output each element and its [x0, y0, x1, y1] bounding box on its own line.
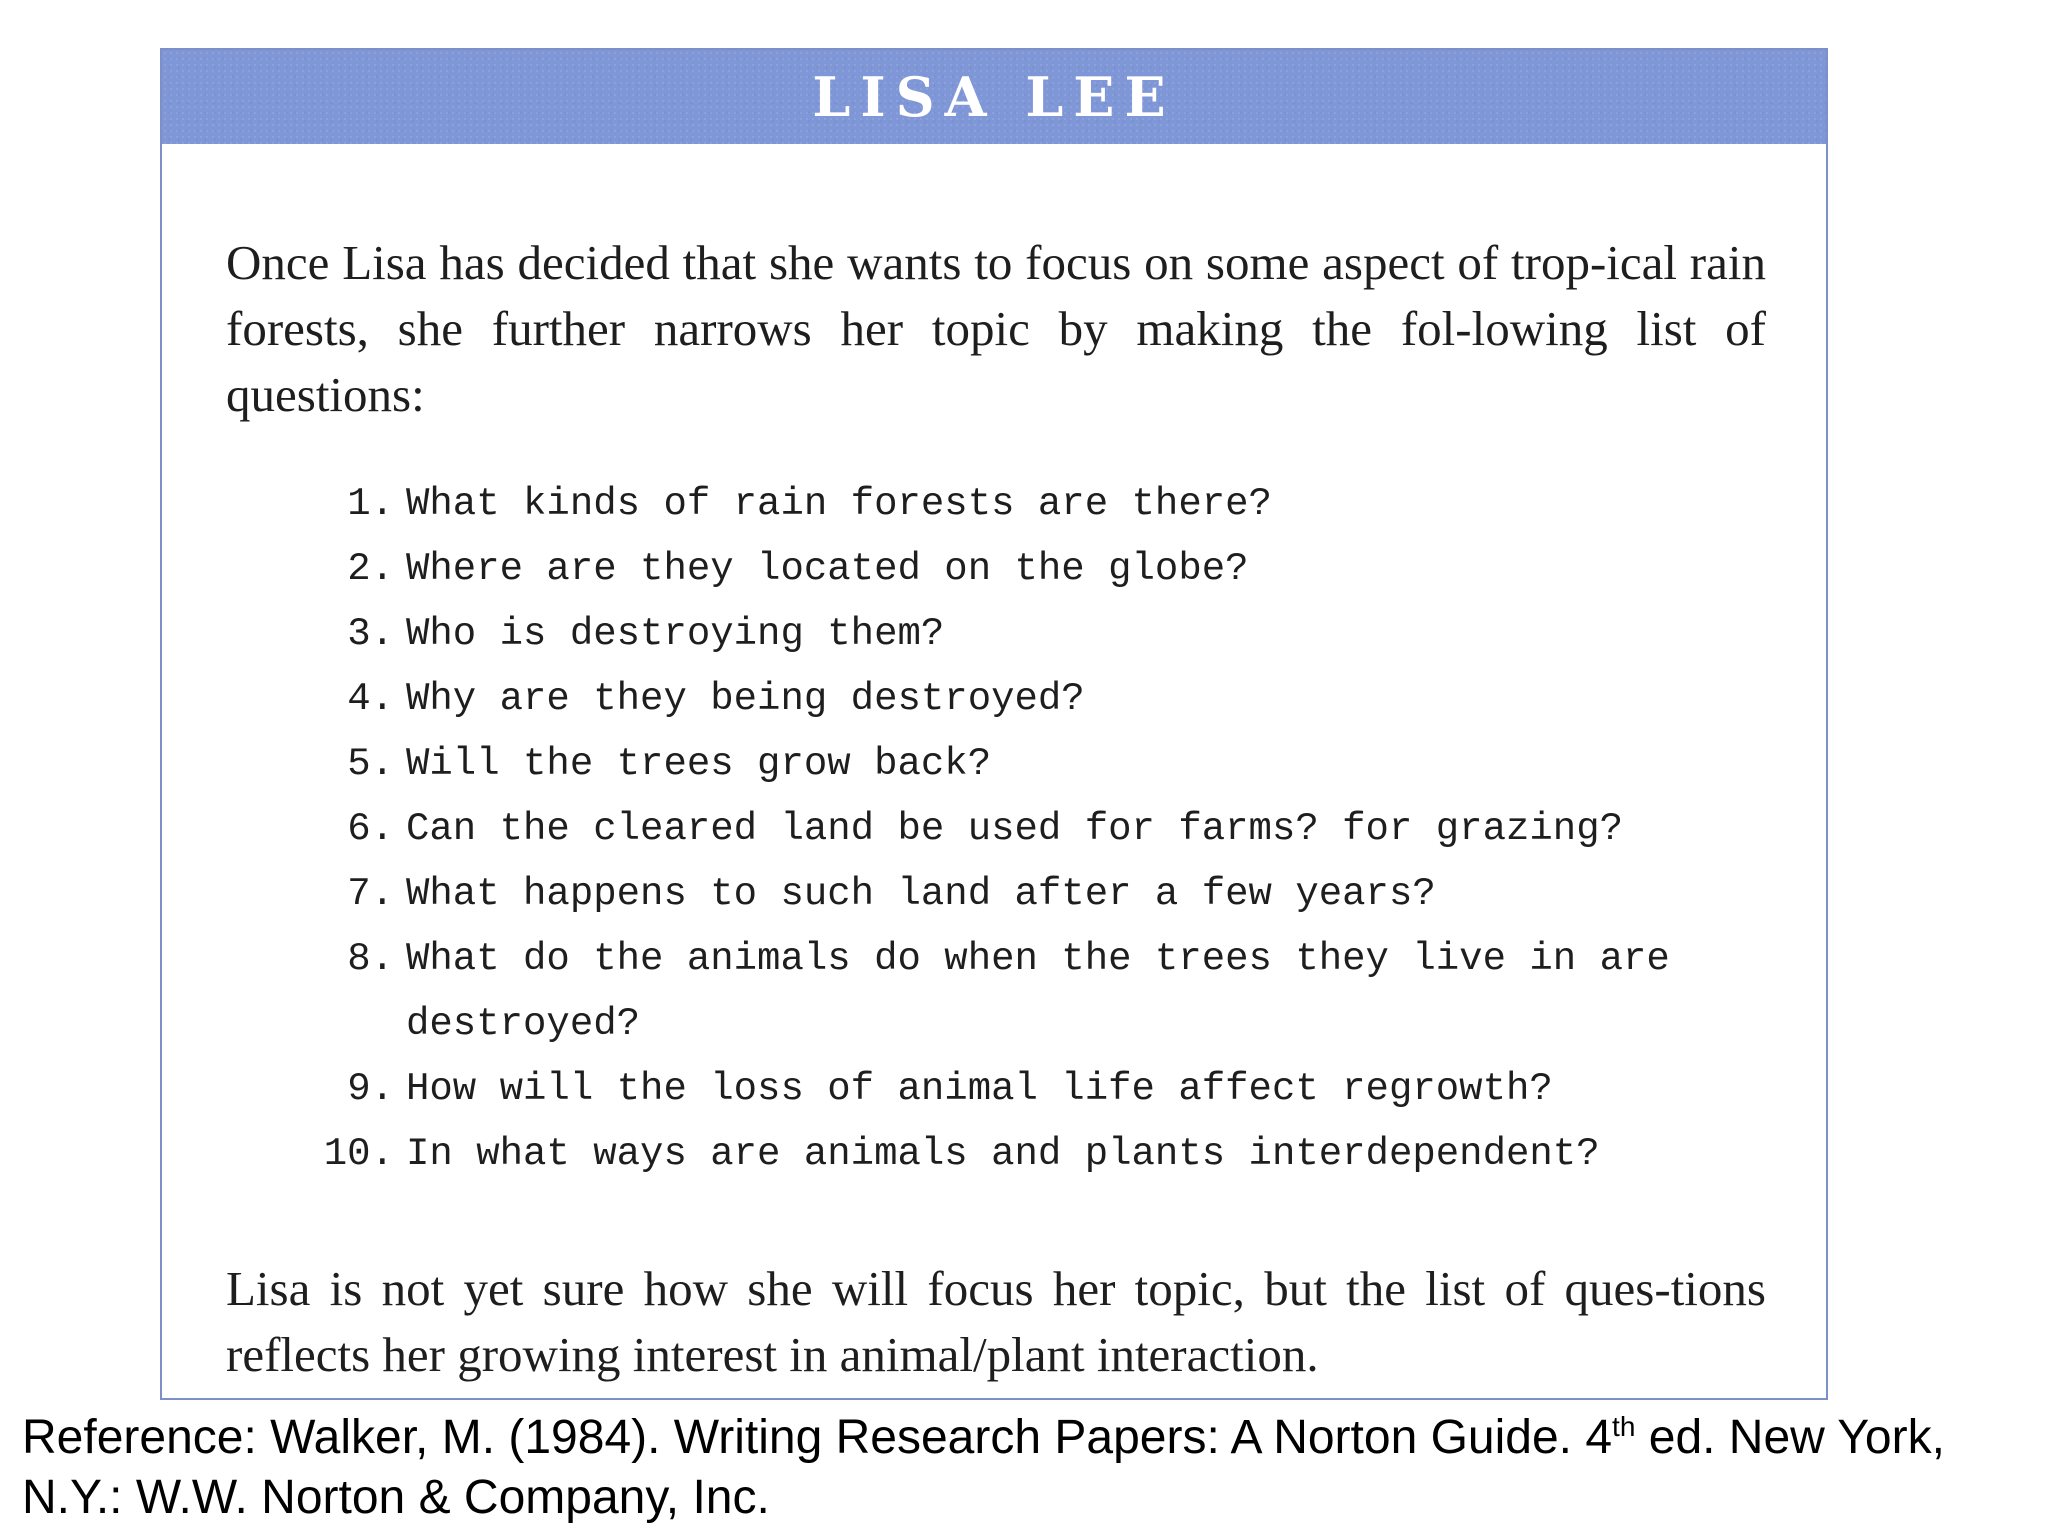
questions-list	[302, 472, 1762, 1187]
list-item	[302, 1122, 1762, 1187]
question-number: 7.	[347, 872, 394, 916]
intro-paragraph: Once Lisa has decided that she wants to focus on some aspect of trop-ical rain forests, she further narrows her topic by making the fol-lowing list of questions:	[226, 235, 1766, 422]
list-item	[302, 927, 1762, 1057]
question-number: 8.	[347, 937, 394, 981]
closing-paragraph: Lisa is not yet sure how she will focus her topic, but the list of ques-tions reflects her growing interest in animal/plant interaction.	[226, 1261, 1766, 1382]
question-text: Where are they located on the globe?	[406, 547, 1249, 591]
list-item	[302, 472, 1762, 537]
question-number: 1.	[347, 482, 394, 526]
question-text: What happens to such land after a few years?	[406, 872, 1436, 916]
question-number: 2.	[347, 547, 394, 591]
question-number: 3.	[347, 612, 394, 656]
excerpt-box	[160, 48, 1828, 1400]
list-item	[302, 732, 1762, 797]
question-number: 10.	[323, 1132, 394, 1176]
header-title: LISA LEE	[812, 65, 1176, 129]
question-text: What do the animals do when the trees they live in are destroyed?	[406, 937, 1670, 1046]
question-text: Can the cleared land be used for farms? for grazing?	[406, 807, 1623, 851]
reference-superscript: th	[1612, 1411, 1636, 1442]
question-text: What kinds of rain forests are there?	[406, 482, 1272, 526]
question-number: 6.	[347, 807, 394, 851]
question-text: Why are they being destroyed?	[406, 677, 1085, 721]
list-item	[302, 667, 1762, 732]
header-banner	[162, 50, 1826, 144]
reference-text-end: ed. New York, N.Y.: W.W. Norton & Company, Inc.	[22, 1411, 1945, 1524]
list-item	[302, 862, 1762, 927]
question-text: In what ways are animals and plants interdependent?	[406, 1132, 1600, 1176]
question-number: 9.	[347, 1067, 394, 1111]
question-text: How will the loss of animal life affect regrowth?	[406, 1067, 1553, 1111]
list-item	[302, 537, 1762, 602]
reference-text: Reference: Walker, M. (1984). Writing Research Papers: A Norton Guide. 4	[22, 1411, 1613, 1464]
question-text: Who is destroying them?	[406, 612, 945, 656]
list-item	[302, 797, 1762, 862]
reference-citation	[22, 1408, 2022, 1528]
question-number: 5.	[347, 742, 394, 786]
question-number: 4.	[347, 677, 394, 721]
list-item	[302, 1057, 1762, 1122]
question-text: Will the trees grow back?	[406, 742, 992, 786]
list-item	[302, 602, 1762, 667]
